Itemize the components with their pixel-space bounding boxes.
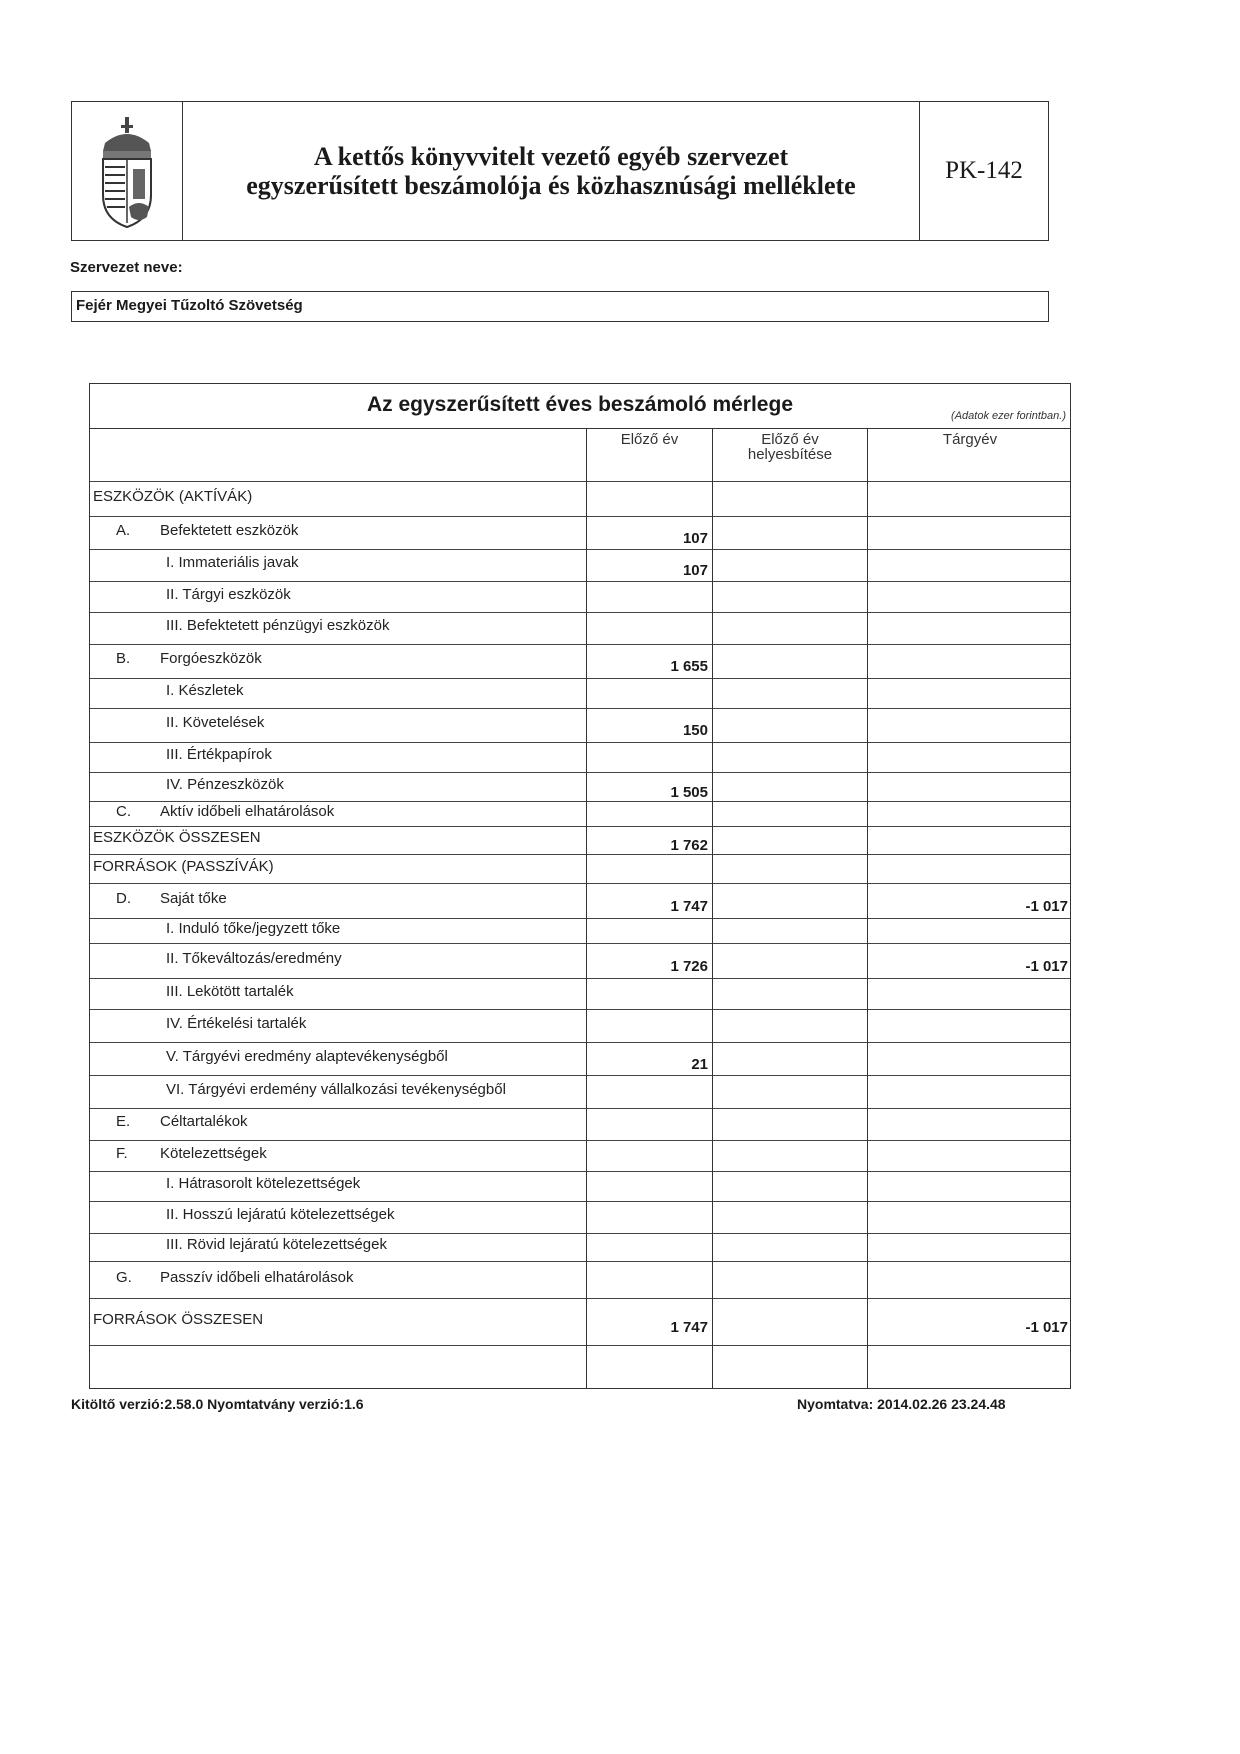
form-title [183,102,919,240]
unit-note: (Adatok ezer forintban.) [951,410,1066,422]
row-code: A. [116,521,131,539]
row-value-prev: 150 [682,722,708,739]
table-row [90,517,1070,550]
row-label: Kötelezettségek [160,1144,267,1162]
form-title-line1: A kettős könyvvitelt vezető egyéb szervezet [313,142,789,171]
row-label: IV. Pénzeszközök [166,775,284,793]
column-divider [586,429,587,1388]
table-row [90,679,1070,709]
table-row [90,645,1070,679]
table-row [90,1010,1070,1043]
form-code: PK-142 [919,102,1048,240]
row-label: III. Rövid lejáratú kötelezettségek [166,1236,387,1253]
org-name-label: Szervezet neve: [70,259,183,276]
table-row [90,743,1070,773]
row-value-cur: -1 017 [1025,957,1068,975]
row-value-cur: -1 017 [1025,897,1068,915]
table-row [90,884,1070,919]
row-label: ESZKÖZÖK (AKTÍVÁK) [93,487,253,505]
row-value-prev: 1 747 [670,1318,708,1336]
table-row [90,482,1070,517]
row-label: I. Készletek [166,682,244,699]
row-label: FORRÁSOK ÖSSZESEN [93,1310,264,1328]
row-value-prev: 1 747 [670,897,708,915]
row-code: B. [116,650,131,667]
row-label: Saját tőke [160,889,227,907]
row-value-prev: 1 762 [670,837,708,854]
column-header-prev-correction-line2: helyesbítése [747,446,833,463]
table-row [90,1172,1070,1202]
coat-of-arms-icon [72,102,183,240]
table-row [90,1234,1070,1262]
table-row [90,1043,1070,1076]
row-label: III. Befektetett pénzügyi eszközök [166,617,390,634]
column-header-row [90,429,1070,482]
row-label: II. Tőkeváltozás/eredmény [166,949,342,967]
row-label: VI. Tárgyévi erdemény vállalkozási tevékenységből [166,1080,506,1098]
row-value-prev: 1 505 [670,783,708,801]
row-label: I. Hátrasorolt kötelezettségek [166,1175,361,1192]
row-label: Aktív időbeli elhatárolások [160,802,335,820]
print-timestamp: Nyomtatva: 2014.02.26 23.24.48 [797,1396,1006,1412]
balance-sheet-table [89,383,1071,1389]
table-row [90,855,1070,884]
row-label: Céltartalékok [160,1113,248,1130]
form-header [71,101,1049,241]
table-row [90,773,1070,802]
row-label: Passzív időbeli elhatárolások [160,1268,354,1286]
row-label: I. Induló tőke/jegyzett tőke [166,919,341,937]
table-row [90,1141,1070,1172]
row-label: II. Hosszú lejáratú kötelezettségek [166,1206,395,1223]
column-divider [712,429,713,1388]
balance-sheet-title-bar [90,384,1070,429]
row-code: D. [116,889,131,907]
table-row [90,944,1070,979]
row-code: F. [116,1144,128,1162]
row-value-prev: 21 [691,1055,708,1073]
table-row [90,550,1070,582]
row-label: Befektetett eszközök [160,521,299,539]
row-code: G. [116,1268,132,1286]
row-label: III. Értékpapírok [166,746,272,763]
table-row [90,827,1070,855]
table-row [90,1109,1070,1141]
table-row [90,1202,1070,1234]
table-row [90,1262,1070,1299]
row-value-prev: 107 [682,529,708,547]
form-title-line2: egyszerűsített beszámolója és közhasznúsági melléklete [246,171,856,200]
row-label: FORRÁSOK (PASSZÍVÁK) [93,857,274,875]
column-header-prev-year-label: Előző év [620,431,679,448]
row-code: E. [116,1113,131,1130]
version-info: Kitöltő verzió:2.58.0 Nyomtatvány verzió:1.6 [71,1396,364,1412]
row-label: V. Tárgyévi eredmény alaptevékenységből [166,1047,448,1065]
row-label: I. Immateriális javak [166,554,299,571]
column-divider [867,429,868,1388]
row-code: C. [116,802,131,820]
row-value-prev: 1 655 [670,658,708,675]
table-row [90,919,1070,944]
table-row [90,582,1070,613]
table-row [90,1076,1070,1109]
row-value-prev: 107 [682,562,708,579]
row-value-cur: -1 017 [1025,1318,1068,1336]
column-header-current-year-label: Tárgyév [942,431,998,448]
table-row [90,1299,1070,1346]
column-header-prev-correction-line1: Előző év [761,431,819,448]
row-label: IV. Értékelési tartalék [166,1014,307,1032]
balance-sheet-title: Az egyszerűsített éves beszámoló mérlege [366,393,793,416]
table-row [90,613,1070,645]
org-name-field: Fejér Megyei Tűzoltó Szövetség [71,291,1049,322]
table-row [90,802,1070,827]
table-row [90,979,1070,1010]
row-label: ESZKÖZÖK ÖSSZESEN [93,829,261,846]
table-row [90,709,1070,743]
row-label: III. Lekötött tartalék [166,982,294,1000]
row-label: II. Tárgyi eszközök [166,585,291,603]
row-value-prev: 1 726 [670,957,708,975]
row-label: Forgóeszközök [160,650,262,667]
row-label: II. Követelések [166,714,265,731]
